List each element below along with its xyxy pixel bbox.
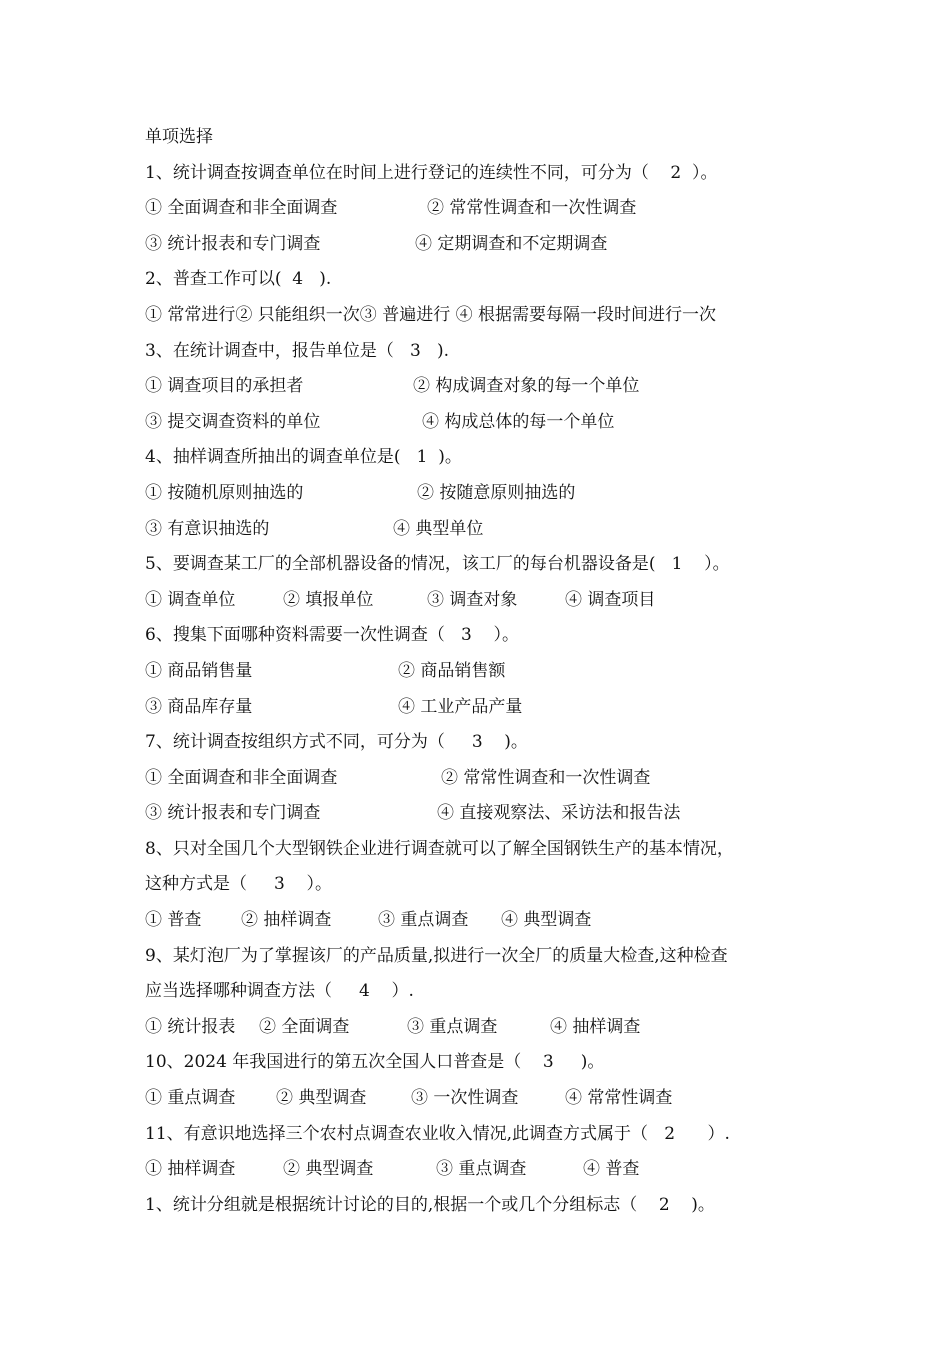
- options-row: [145, 1081, 845, 1117]
- option: ④ 工业产品产量: [398, 696, 523, 717]
- option: ② 抽样调查: [241, 910, 332, 931]
- question-2: 2、普查工作可以( 4 ).: [145, 269, 332, 290]
- question-6: 6、搜集下面哪种资料需要一次性调查（ 3 ）。: [145, 625, 519, 646]
- option: ④ 典型单位: [393, 518, 484, 539]
- options-row: [145, 903, 845, 939]
- question-1: 1、统计调查按调查单位在时间上进行登记的连续性不同，可分为（ 2 ）。: [145, 162, 718, 183]
- section-heading: 单项选择: [145, 127, 213, 147]
- options-row: [145, 583, 845, 619]
- option: ② 常常性调查和一次性调查: [427, 198, 637, 219]
- question-8: 8、只对全国几个大型钢铁企业进行调查就可以了解全国钢铁生产的基本情况，: [145, 838, 734, 859]
- option: ② 按随意原则抽选的: [417, 482, 576, 503]
- option: ① 抽样调查: [145, 1159, 236, 1180]
- option: ① 统计报表: [145, 1016, 236, 1037]
- options-row: [145, 690, 845, 726]
- option: ② 构成调查对象的每一个单位: [413, 376, 640, 397]
- question-7: 7、统计调查按组织方式不同，可分为（ 3 )。: [145, 732, 528, 753]
- option: ③ 有意识抽选的: [145, 518, 270, 539]
- question-8-continued: 这种方式是（ 3 ）。: [145, 874, 332, 895]
- option: ③ 重点调查: [378, 910, 469, 931]
- option: ④ 普查: [583, 1159, 640, 1180]
- option: ③ 统计报表和专门调查: [145, 233, 321, 254]
- document-body: [145, 120, 845, 1223]
- options-row: [145, 405, 845, 441]
- options-row: [145, 369, 845, 405]
- option: ③ 商品库存量: [145, 696, 253, 717]
- question-next-section-1: 1、统计分组就是根据统计讨论的目的,根据一个或几个分组标志（ 2 )。: [145, 1194, 715, 1215]
- option: ② 常常性调查和一次性调查: [441, 767, 651, 788]
- options-row: [145, 191, 845, 227]
- options-row: [145, 1152, 845, 1188]
- option: ① 商品销售量: [145, 660, 253, 681]
- option: ① 重点调查: [145, 1088, 236, 1109]
- options-row: [145, 512, 845, 548]
- option: ② 典型调查: [283, 1159, 374, 1180]
- options-row: [145, 761, 845, 797]
- option: ③ 重点调查: [436, 1159, 527, 1180]
- options-row: [145, 796, 845, 832]
- option: ② 商品销售额: [398, 660, 506, 681]
- option: ① 全面调查和非全面调查: [145, 767, 338, 788]
- option: ② 全面调查: [259, 1016, 350, 1037]
- option: ② 典型调查: [276, 1088, 367, 1109]
- option: ① 按随机原则抽选的: [145, 482, 304, 503]
- option: ④ 调查项目: [565, 589, 656, 610]
- question-4: 4、抽样调查所抽出的调查单位是( 1 )。: [145, 447, 462, 468]
- option: ④ 常常性调查: [565, 1088, 673, 1109]
- options-row: [145, 227, 845, 263]
- question-5: 5、要调查某工厂的全部机器设备的情况，该工厂的每台机器设备是( 1 ）。: [145, 554, 730, 575]
- option: ③ 调查对象: [427, 589, 518, 610]
- option: ③ 一次性调查: [411, 1088, 519, 1109]
- options-line: ① 常常进行② 只能组织一次③ 普遍进行 ④ 根据需要每隔一段时间进行一次: [145, 304, 717, 325]
- option: ③ 提交调查资料的单位: [145, 411, 321, 432]
- option: ③ 统计报表和专门调查: [145, 803, 321, 824]
- question-9-continued: 应当选择哪种调查方法（ 4 ）.: [145, 981, 414, 1002]
- question-10: 10、2024 年我国进行的第五次全国人口普查是（ 3 )。: [145, 1052, 605, 1073]
- option: ① 调查单位: [145, 589, 236, 610]
- option: ④ 构成总体的每一个单位: [422, 411, 615, 432]
- options-row: [145, 476, 845, 512]
- option: ④ 定期调查和不定期调查: [415, 233, 608, 254]
- options-row: [145, 1010, 845, 1046]
- option: ① 调查项目的承担者: [145, 376, 304, 397]
- options-row: [145, 654, 845, 690]
- option: ① 普查: [145, 910, 202, 931]
- question-9: 9、某灯泡厂为了掌握该厂的产品质量,拟进行一次全厂的质量大检查,这种检查: [145, 945, 728, 966]
- option: ③ 重点调查: [407, 1016, 498, 1037]
- option: ② 填报单位: [283, 589, 374, 610]
- option: ④ 典型调查: [501, 910, 592, 931]
- option: ① 全面调查和非全面调查: [145, 198, 338, 219]
- question-11: 11、有意识地选择三个农村点调查农业收入情况,此调查方式属于（ 2 ）.: [145, 1123, 730, 1144]
- option: ④ 抽样调查: [550, 1016, 641, 1037]
- option: ④ 直接观察法、采访法和报告法: [437, 803, 681, 824]
- question-3: 3、在统计调查中，报告单位是（ 3 ).: [145, 340, 450, 361]
